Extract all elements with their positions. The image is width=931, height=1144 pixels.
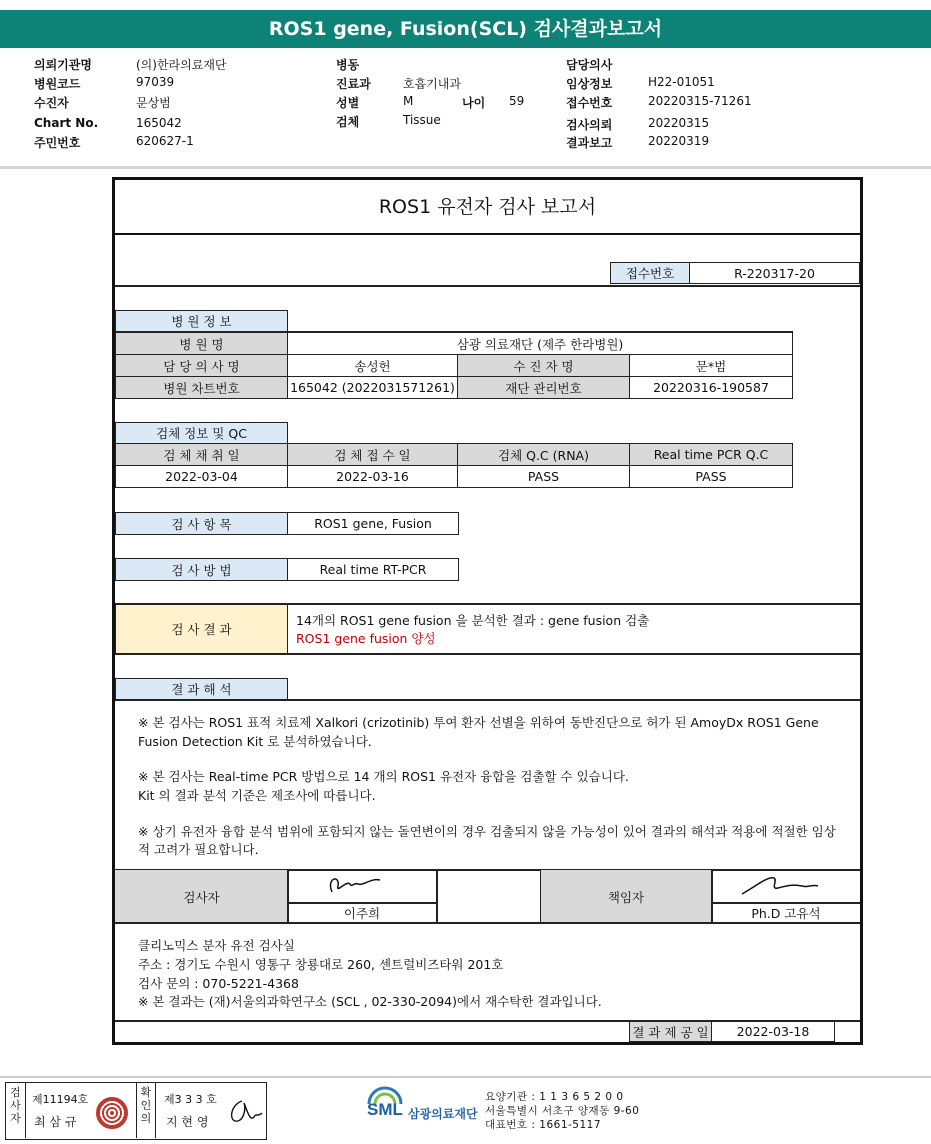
confirmer-no: 제3 3 3 호 bbox=[164, 1093, 217, 1106]
confirmer-signature bbox=[224, 1095, 264, 1129]
label-doctor: 담당의사 bbox=[566, 58, 613, 72]
interp-2a: ※ 본 검사는 Real-time PCR 방법으로 14 개의 ROS1 유전자 융합을 검출할 수 있습니다. bbox=[138, 769, 629, 784]
spec-value-qc-rna: PASS bbox=[457, 465, 630, 488]
spec-header-receive: 검 체 접 수 일 bbox=[287, 443, 458, 466]
interp-2b: Kit 의 결과 분석 기준은 제조사에 따릅니다. bbox=[138, 788, 376, 803]
examiner-label: 검사자 bbox=[115, 870, 288, 923]
tester-vertical-label: 검사자 bbox=[6, 1083, 26, 1138]
label-department: 진료과 bbox=[336, 77, 371, 91]
spec-header-collect: 검 체 채 취 일 bbox=[115, 443, 288, 466]
confirmer-vertical-label: 확인의 bbox=[136, 1083, 156, 1138]
value-chart-no: 165042 bbox=[136, 116, 182, 130]
ros1-report-document bbox=[112, 177, 863, 1045]
mgmt-no-value: 20220316-190587 bbox=[629, 376, 793, 399]
interp-3a: ※ 상기 유전자 융합 분석 범위에 포함되지 않는 돌연변이의 경우 검출되지 않을 가능성이 있어 결과의 해석과 적용에 적절한 임상 bbox=[138, 824, 836, 839]
tester-name: 최 삼 규 bbox=[34, 1115, 77, 1129]
spec-header-qc-rna: 검체 Q.C (RNA) bbox=[457, 443, 630, 466]
spec-value-qc-pcr: PASS bbox=[629, 465, 793, 488]
interp-3b: 적 고려가 필요합니다. bbox=[138, 842, 259, 857]
test-method-label: 검 사 방 법 bbox=[115, 558, 288, 581]
spec-value-receive: 2022-03-16 bbox=[287, 465, 458, 488]
doctor-label: 담 당 의 사 명 bbox=[115, 354, 288, 377]
org-name: 삼광의료재단 bbox=[408, 1107, 478, 1121]
director-signature bbox=[712, 870, 860, 902]
footer-info bbox=[485, 1090, 639, 1132]
label-report-date: 결과보고 bbox=[566, 136, 613, 150]
value-report-date: 20220319 bbox=[648, 134, 710, 148]
label-receipt-no: 접수번호 bbox=[566, 96, 613, 110]
receipt-value: R-220317-20 bbox=[689, 262, 860, 284]
result-positive: ROS1 gene fusion 양성 bbox=[296, 631, 436, 646]
sml-logo-text: SML bbox=[367, 1100, 403, 1119]
lab-phone: 검사 문의 : 070-5221-4368 bbox=[138, 976, 299, 991]
footer-info-3: 대표번호 : 1661-5117 bbox=[485, 1119, 602, 1131]
divider bbox=[115, 285, 860, 287]
header-separator bbox=[0, 166, 931, 169]
label-ward: 병동 bbox=[336, 58, 360, 72]
label-sex: 성별 bbox=[336, 96, 360, 110]
lab-name: 클리노믹스 분자 유전 검사실 bbox=[138, 938, 295, 953]
footer-info-2: 서울특별시 서초구 양재동 9-60 bbox=[485, 1105, 640, 1117]
specimen-section: 검체 정보 및 QC bbox=[115, 422, 288, 444]
director-label: 책임자 bbox=[541, 870, 711, 923]
tester-stamp-box bbox=[5, 1082, 267, 1140]
value-patient: 문상범 bbox=[136, 96, 171, 110]
report-date-value: 2022-03-18 bbox=[711, 1021, 835, 1042]
spec-header-qc-pcr: Real time PCR Q.C bbox=[629, 443, 793, 466]
divider bbox=[115, 699, 860, 701]
test-item-label: 검 사 항 목 bbox=[115, 512, 288, 535]
label-specimen: 검체 bbox=[336, 115, 360, 129]
patient-name-label: 수 진 자 명 bbox=[457, 354, 630, 377]
value-resident-no: 620627-1 bbox=[136, 134, 194, 148]
chart-no-value: 165042 (2022031571261) bbox=[287, 376, 458, 399]
result-label: 검 사 결 과 bbox=[115, 604, 288, 654]
divider bbox=[436, 870, 438, 923]
result-line-1: 14개의 ROS1 gene fusion 을 분석한 결과 : gene fusion 검출 bbox=[296, 613, 650, 628]
interp-section: 결 과 해 석 bbox=[115, 678, 288, 700]
label-requester: 의뢰기관명 bbox=[34, 58, 92, 72]
test-method-value: Real time RT-PCR bbox=[287, 558, 459, 581]
label-resident-no: 주민번호 bbox=[34, 136, 81, 150]
test-item-value: ROS1 gene, Fusion bbox=[287, 512, 459, 535]
mgmt-no-label: 재단 관리번호 bbox=[457, 376, 630, 399]
hospital-name-value: 삼광 의료재단 (제주 한라병원) bbox=[287, 332, 793, 355]
spec-value-collect: 2022-03-04 bbox=[115, 465, 288, 488]
tester-no: 제11194호 bbox=[32, 1093, 89, 1106]
chart-no-label: 병원 차트번호 bbox=[115, 376, 288, 399]
tester-seal-icon bbox=[96, 1097, 128, 1129]
footer-info-1: 요양기관 : 1 1 3 6 5 2 0 0 bbox=[485, 1091, 624, 1103]
interp-1b: Fusion Detection Kit 로 분석하였습니다. bbox=[138, 734, 372, 749]
lab-address: 주소 : 경기도 수원시 영통구 창룡대로 260, 센트럴비즈타워 201호 bbox=[138, 957, 504, 972]
label-request-date: 검사의뢰 bbox=[566, 118, 613, 132]
label-clinical-info: 임상정보 bbox=[566, 77, 613, 91]
director-name: Ph.D 고유석 bbox=[751, 906, 821, 921]
divider bbox=[115, 653, 860, 655]
report-title-bar: ROS1 gene, Fusion(SCL) 검사결과보고서 bbox=[0, 10, 931, 48]
value-age: 59 bbox=[509, 94, 525, 108]
hospital-name-label: 병 원 명 bbox=[115, 332, 288, 355]
value-department: 호흡기내과 bbox=[403, 77, 461, 91]
hospital-info-section: 병 원 정 보 bbox=[115, 310, 288, 332]
value-request-date: 20220315 bbox=[648, 116, 710, 130]
confirmer-name: 지 현 영 bbox=[166, 1115, 209, 1129]
lab-note: ※ 본 결과는 (재)서울의과학연구소 (SCL , 02-330-2094)에서 재수탁한 결과입니다. bbox=[138, 994, 602, 1009]
value-specimen: Tissue bbox=[403, 113, 441, 127]
report-date-label: 결 과 제 공 일 bbox=[629, 1021, 712, 1042]
patient-name-value: 문*범 bbox=[629, 354, 793, 377]
interp-1a: ※ 본 검사는 ROS1 표적 치료제 Xalkori (crizotinib) 투여 환자 선별을 위하여 동반진단으로 허가 된 AmoyDx ROS1 Gene bbox=[138, 715, 819, 730]
label-patient: 수진자 bbox=[34, 96, 69, 110]
value-hospital-code: 97039 bbox=[136, 75, 175, 89]
footer bbox=[0, 1076, 931, 1144]
label-hospital-code: 병원코드 bbox=[34, 77, 81, 91]
value-clinical-info: H22-01051 bbox=[648, 75, 715, 89]
value-sex: M bbox=[403, 94, 414, 108]
label-age: 나이 bbox=[462, 96, 486, 110]
patient-header bbox=[0, 56, 931, 156]
report-document-title: ROS1 유전자 검사 보고서 bbox=[115, 180, 860, 235]
examiner-name: 이주희 bbox=[343, 906, 381, 921]
value-requester: (의)한라의료재단 bbox=[136, 58, 227, 72]
divider bbox=[115, 922, 860, 924]
value-receipt-no: 20220315-71261 bbox=[648, 94, 752, 108]
receipt-label: 접수번호 bbox=[610, 262, 690, 284]
examiner-signature bbox=[288, 870, 436, 902]
doctor-value: 송성헌 bbox=[287, 354, 458, 377]
label-chart-no: Chart No. bbox=[34, 116, 99, 130]
